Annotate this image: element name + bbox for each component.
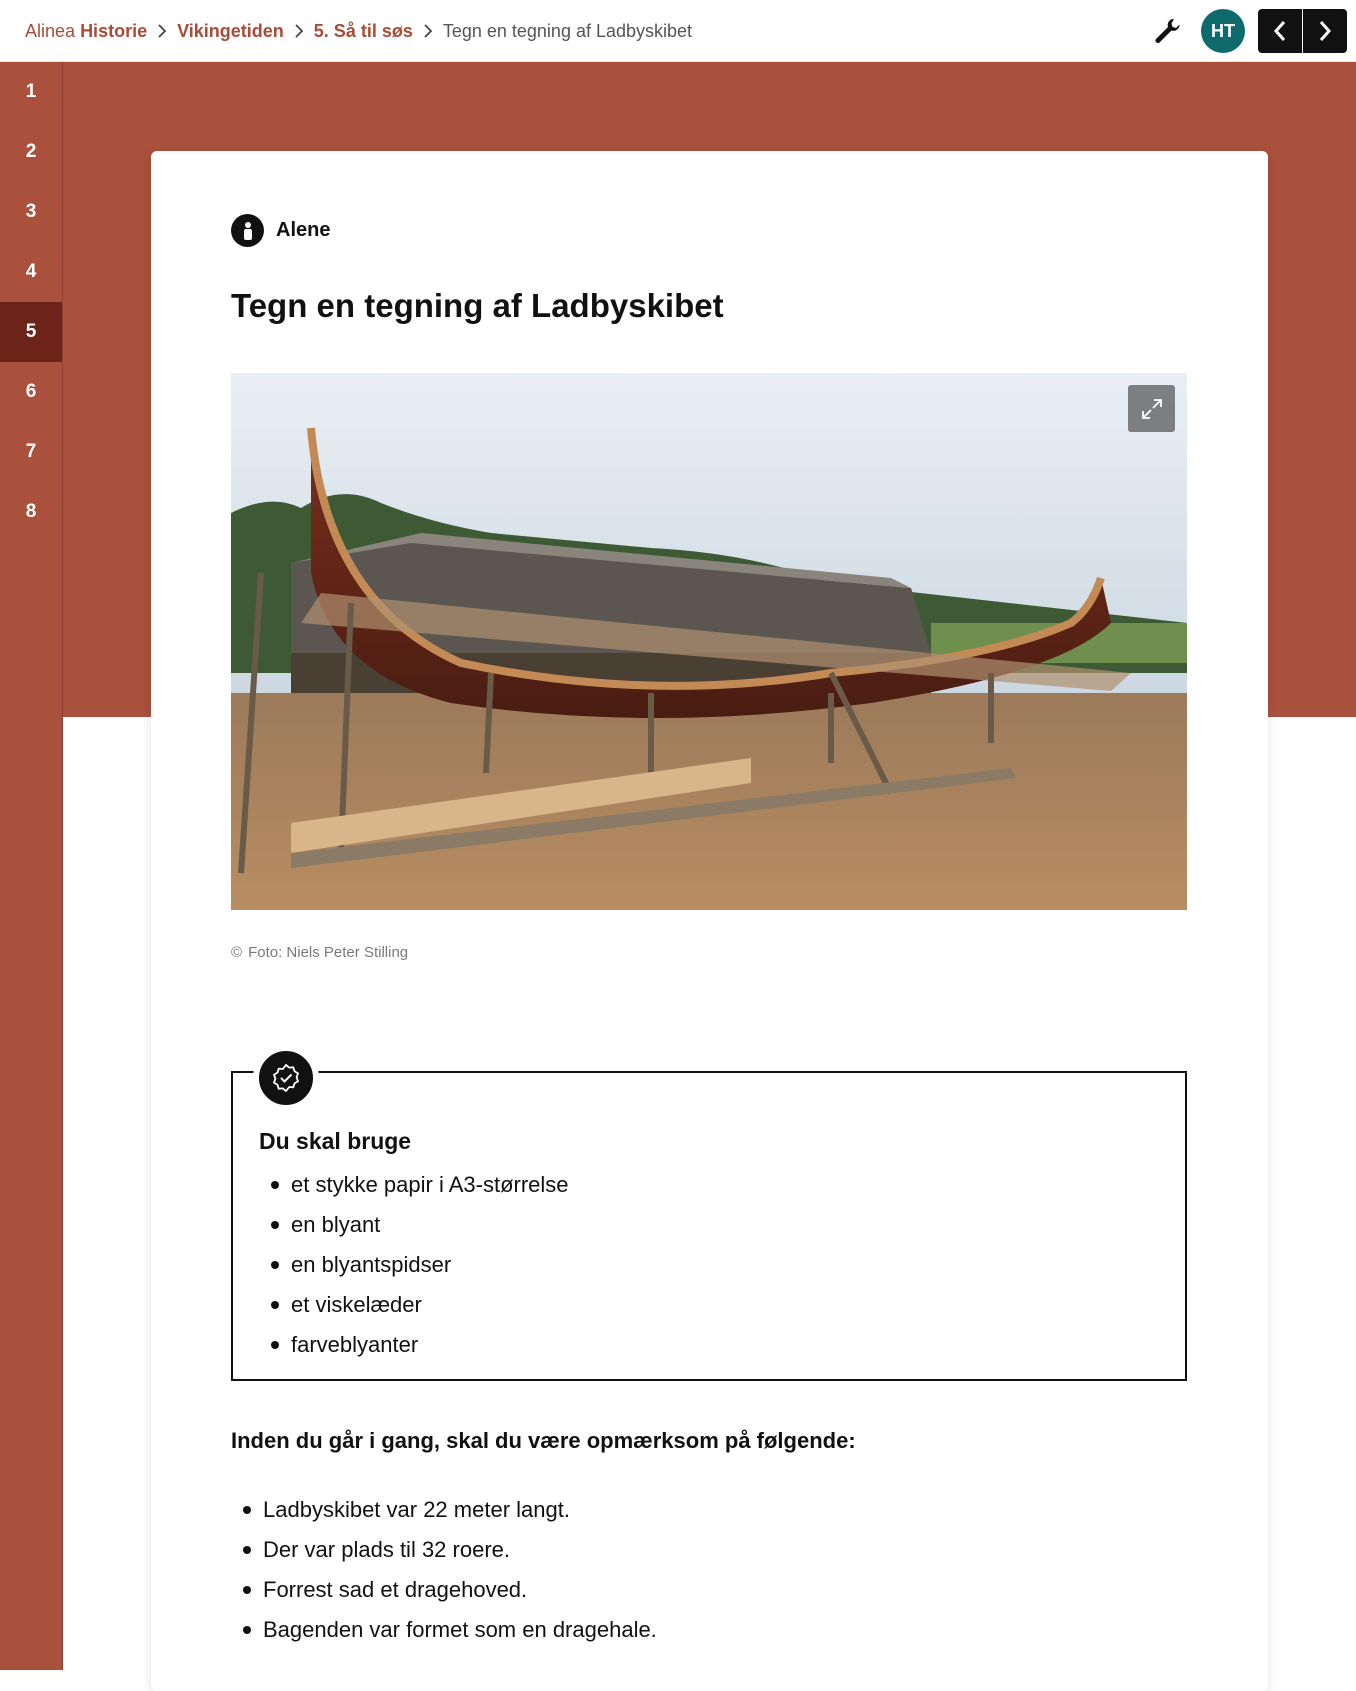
- photo-credit-text: Foto: Niels Peter Stilling: [248, 944, 409, 961]
- sidebar-item-1[interactable]: 1: [25, 81, 37, 102]
- breadcrumb-item[interactable]: 5. Så til søs: [313, 20, 413, 41]
- previous-button[interactable]: [1258, 9, 1302, 53]
- chevron-right-icon: [413, 0, 443, 62]
- list-item: en blyantspidser: [259, 1245, 569, 1285]
- photo-credit: [231, 944, 408, 961]
- list-item: Der var plads til 32 roere.: [231, 1530, 657, 1570]
- chevron-right-icon: [1318, 20, 1332, 42]
- list-item: farveblyanter: [259, 1325, 569, 1365]
- notes-list: [231, 1490, 657, 1650]
- sidebar-item-2[interactable]: 2: [25, 141, 37, 162]
- page-title: Tegn en tegning af Ladbyskibet: [231, 287, 724, 324]
- check-badge-icon: [253, 1045, 319, 1111]
- notes-lead: Inden du går i gang, skal du være opmærksom på følgende:: [231, 1428, 856, 1453]
- top-bar: [0, 0, 1356, 62]
- list-item: et viskelæder: [259, 1285, 569, 1325]
- page-sidebar: [0, 62, 63, 1670]
- brand-name: Historie: [80, 20, 148, 41]
- sidebar-item-5[interactable]: 5: [0, 302, 62, 362]
- breadcrumb-current: Tegn en tegning af Ladbyskibet: [442, 20, 693, 41]
- copyright-icon: ©: [231, 944, 243, 961]
- sidebar-item-6[interactable]: 6: [25, 381, 37, 402]
- avatar[interactable]: HT: [1201, 9, 1245, 53]
- breadcrumb: [25, 0, 692, 62]
- materials-box: [231, 1071, 1187, 1381]
- list-item: Bagenden var formet som en dragehale.: [231, 1610, 657, 1650]
- work-mode: [231, 214, 330, 247]
- list-item: et stykke papir i A3-størrelse: [259, 1165, 569, 1205]
- sidebar-item-7[interactable]: 7: [25, 441, 37, 462]
- expand-image-button[interactable]: [1128, 385, 1175, 432]
- list-item: en blyant: [259, 1205, 569, 1245]
- chevron-left-icon: [1273, 20, 1287, 42]
- list-item: Forrest sad et dragehoved.: [231, 1570, 657, 1610]
- sidebar-item-4[interactable]: 4: [25, 261, 37, 282]
- viking-ship-photo: [231, 373, 1187, 910]
- task-card: [151, 151, 1268, 1691]
- sidebar-item-8[interactable]: 8: [25, 501, 37, 522]
- breadcrumb-home-link[interactable]: [25, 21, 147, 42]
- person-icon: [231, 214, 264, 247]
- materials-title: Du skal bruge: [259, 1128, 412, 1154]
- expand-icon: [1141, 398, 1163, 420]
- wrench-icon[interactable]: [1152, 16, 1182, 46]
- sidebar-item-3[interactable]: 3: [25, 201, 37, 222]
- list-item: Ladbyskibet var 22 meter langt.: [231, 1490, 657, 1530]
- work-mode-label: Alene: [276, 219, 331, 241]
- chevron-right-icon: [147, 0, 177, 62]
- materials-list: [259, 1165, 569, 1365]
- brand-prefix: Alinea: [25, 20, 76, 41]
- next-button[interactable]: [1303, 9, 1347, 53]
- breadcrumb-item[interactable]: Vikingetiden: [177, 20, 284, 41]
- chevron-right-icon: [284, 0, 314, 62]
